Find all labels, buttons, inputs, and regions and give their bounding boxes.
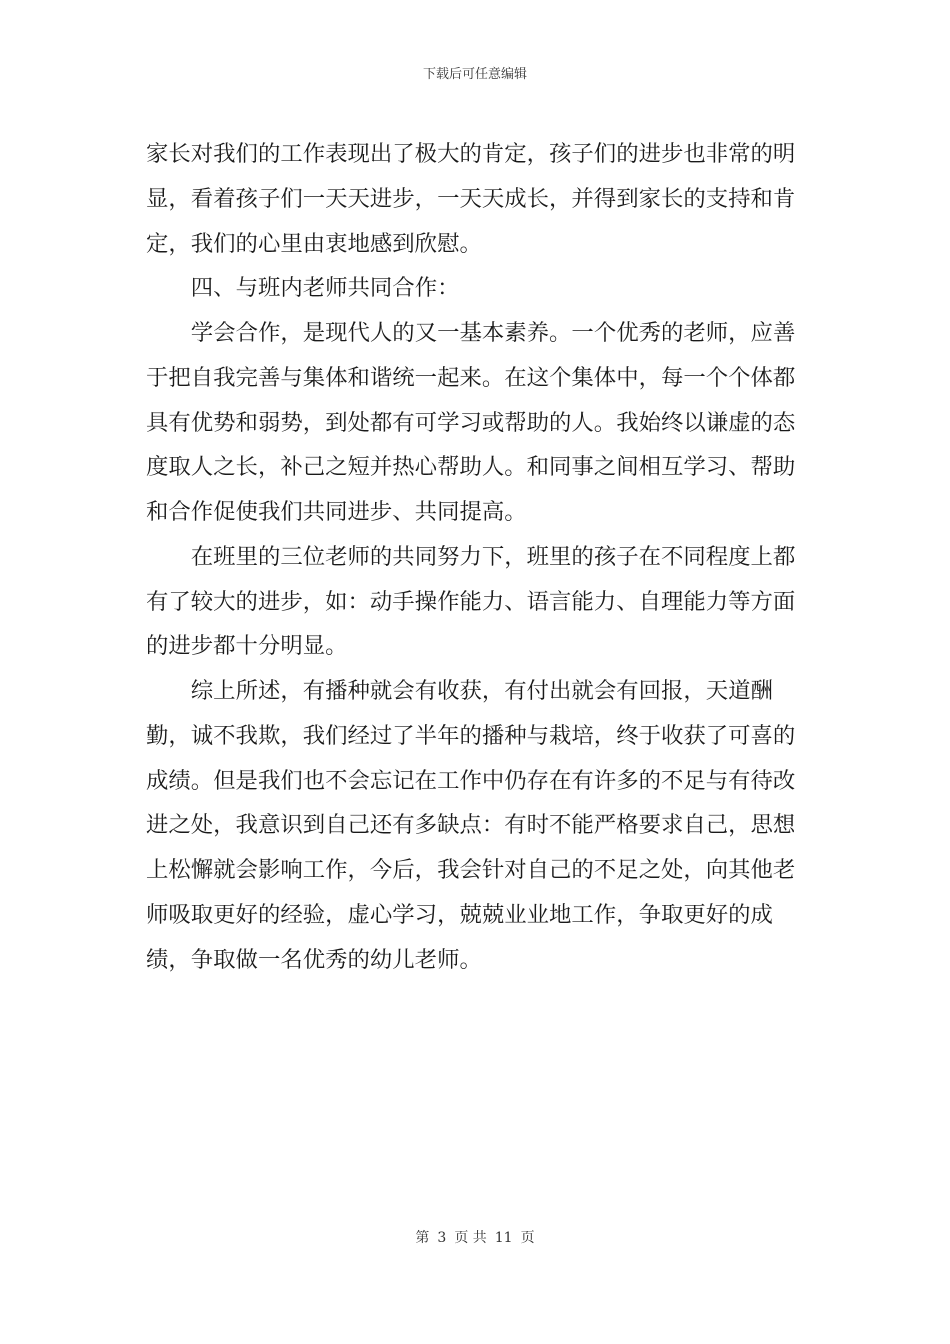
current-page-number: 3 [437,1230,447,1246]
page-header: 下载后可任意编辑 [422,67,527,82]
footer-suffix: 页 [520,1230,535,1246]
document-body [146,132,812,982]
footer-prefix: 第 [415,1230,430,1246]
paragraph: 在班里的三位老师的共同努力下，班里的孩子在不同程度上都有了较大的进步，如：动手操作能力、语言能力、自理能力等方面的进步都十分明显。 [146,543,796,660]
paragraph-continued: 家长对我们的工作表现出了极大的肯定，孩子们的进步也非常的明显，看着孩子们一天天进步，一天天成长，并得到家长的支持和肯定，我们的心里由衷地感到欣慰。 [146,141,796,257]
page-footer [0,1229,950,1247]
footer-middle: 页 共 [454,1230,487,1246]
paragraph: 学会合作，是现代人的又一基本素养。一个优秀的老师，应善于把自我完善与集体和谐统一起来。在这个集体中，每一个个体都具有优势和弱势，到处都有可学习或帮助的人。我始终以谦虚的态度取人之长，补己之短并热心帮助人。和同事之间相互学习、帮助和合作促使我们共同进步、共同提高。 [146,320,796,525]
total-pages-number: 11 [494,1230,513,1246]
section-heading: 四、与班内老师共同合作： [190,275,460,302]
paragraph: 综上所述，有播种就会有收获，有付出就会有回报，天道酬勤，诚不我欺，我们经过了半年的播种与栽培，终于收获了可喜的成绩。但是我们也不会忘记在工作中仍存在有许多的不足与有待改进之处，我意识到自己还有多缺点：有时不能严格要求自己，思想上松懈就会影响工作，今后，我会针对自己的不足之处，向其他老师吸取更好的经验，虚心学习，兢兢业业地工作，争取更好的成绩，争取做一名优秀的幼儿老师。 [146,678,796,973]
